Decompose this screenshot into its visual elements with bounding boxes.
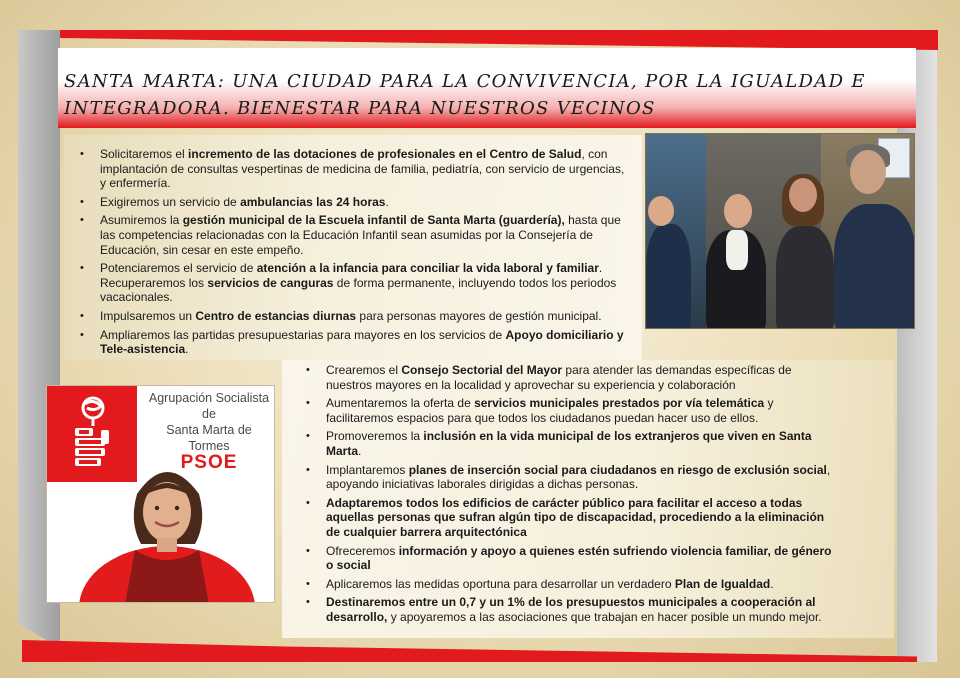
list-item (76, 328, 632, 357)
proposals-list-top (76, 147, 632, 361)
list-item (302, 463, 834, 492)
list-item-text: y apoyaremos a las asociaciones que trabajan en hacer posible un mundo mejor. (387, 609, 822, 624)
list-item-bold-text: ambulancias las 24 horas (240, 194, 386, 209)
list-item-text: Exigiremos un servicio de (100, 194, 241, 209)
photo-head-3 (789, 178, 817, 212)
title-line-2: INTEGRADORA. BIENESTAR PARA NUESTROS VECINOS (64, 98, 656, 119)
list-item (76, 195, 632, 210)
org-name-line-1: Agrupación Socialista (148, 391, 270, 405)
photo-person-4 (834, 204, 915, 329)
list-item-bold-text: gestión municipal de la Escuela infantil de Santa Marta (guardería), (182, 213, 565, 228)
bottom-red-stripe (22, 640, 917, 662)
candidate-portrait (77, 458, 257, 603)
list-item-text: . Recuperaremos los (100, 261, 603, 290)
list-item-bold-text: Centro de estancias diurnas (195, 308, 357, 323)
photo-head-1 (648, 196, 674, 226)
list-item-text: Crearemos el (326, 363, 402, 377)
list-item-bold-text: planes de inserción social para ciudadanos en riesgo de exclusión social (408, 462, 827, 477)
list-item (302, 595, 834, 624)
org-name-line-2: de (202, 407, 216, 421)
group-photo (645, 133, 915, 329)
list-item-text: Potenciaremos el servicio de (100, 261, 257, 276)
list-item-text: . (358, 443, 362, 458)
candidate-photo-card (46, 385, 275, 603)
title-line-1: SANTA MARTA: UNA CIUDAD PARA LA CONVIVENCIA, POR LA IGUALDAD E (64, 71, 866, 92)
list-item-text: hasta que las competencias relacionadas con la Educación Infantil sean asumidas por la Consejería de Educación, sin cesar en este empeño. (100, 213, 621, 257)
org-name-line-3: Santa Marta de Tormes (166, 423, 252, 453)
list-item-text: de forma permanente, incluyendo todos los periodos vacacionales. (100, 275, 617, 305)
list-item-text: , apoyando iniciativas laborales dirigidas a dichas personas. (326, 462, 831, 492)
list-item-text: . (770, 576, 774, 591)
list-item (76, 213, 632, 257)
list-item-text: Promoveremos la (326, 429, 424, 444)
list-item-bold-text: Apoyo domiciliario y Tele-asistencia (100, 327, 624, 357)
list-item-text: . (385, 194, 389, 209)
list-item (76, 261, 632, 305)
list-item-bold-text: Plan de Igualdad (674, 576, 771, 591)
photo-person-3 (776, 226, 834, 329)
list-item-text: Asumiremos la (100, 213, 183, 228)
list-item-bold-text: servicios de canguras (207, 275, 334, 290)
list-item (302, 363, 834, 392)
list-item (302, 396, 834, 425)
list-item (302, 496, 834, 540)
list-item-text: Aplicaremos las medidas oportuna para desarrollar un verdadero (326, 576, 675, 591)
list-item-bold-text: Destinaremos entre un 0,7 y un 1% de los presupuestos municipales a cooperación al desarrollo, (326, 595, 816, 624)
list-item-bold-text: inclusión en la vida municipal de los extranjeros que viven en Santa Marta (326, 429, 812, 458)
photo-person-1 (646, 224, 691, 329)
list-item-bold-text: Consejo Sectorial del Mayor (401, 363, 563, 377)
organization-name (145, 390, 273, 454)
photo-scarf (726, 230, 748, 270)
list-item-text: . (185, 342, 189, 357)
list-item-text: Solicitaremos el (100, 147, 189, 161)
proposals-list-bottom (302, 363, 834, 629)
page-title (64, 68, 904, 122)
list-item-text: Impulsaremos un (100, 308, 196, 323)
list-item-text: para atender las demandas específicas de nuestros mayores en la localidad y aprovechar su experiencia y colaboración (326, 363, 792, 392)
photo-head-4 (850, 150, 886, 194)
list-item (76, 309, 632, 324)
list-item (302, 544, 834, 573)
list-item-bold-text: incremento de las dotaciones de profesionales en el Centro de Salud (188, 147, 582, 161)
list-item-text: Aumentaremos la oferta de (326, 396, 475, 411)
list-item-text: y facilitaremos espacios para que todos los ciudadanos puedan hacer uso de ellos. (326, 396, 774, 425)
list-item-text: Ofreceremos (326, 543, 399, 558)
list-item (302, 577, 834, 592)
list-item-text: Implantaremos (326, 462, 409, 477)
top-red-stripe (60, 30, 938, 50)
list-item (302, 429, 834, 458)
list-item-text: Ampliaremos las partidas presupuestarias para mayores en los servicios de (100, 327, 506, 342)
list-item (76, 147, 632, 191)
list-item-bold-text: información y apoyo a quienes estén sufriendo violencia familiar, de género o social (326, 543, 832, 573)
photo-head-2 (724, 194, 752, 228)
list-item-bold-text: atención a la infancia para conciliar la vida laboral y familiar (256, 261, 599, 276)
list-item-text: para personas mayores de gestión municipal. (356, 308, 602, 323)
list-item-bold-text: Adaptaremos todos los edificios de carácter público para facilitar el acceso a todas aquellas personas que sufran algún tipo de discapacidad, procediendo a la eliminación de cualquier barrera arquitectónica (326, 495, 825, 539)
list-item-text: , con implantación de consultas vespertinas de medicina de familia, pediatría, con servicio de urgencias, y enfermería. (100, 147, 625, 191)
list-item-bold-text: servicios municipales prestados por vía telemática (474, 396, 765, 411)
party-name: PSOE (180, 452, 238, 473)
